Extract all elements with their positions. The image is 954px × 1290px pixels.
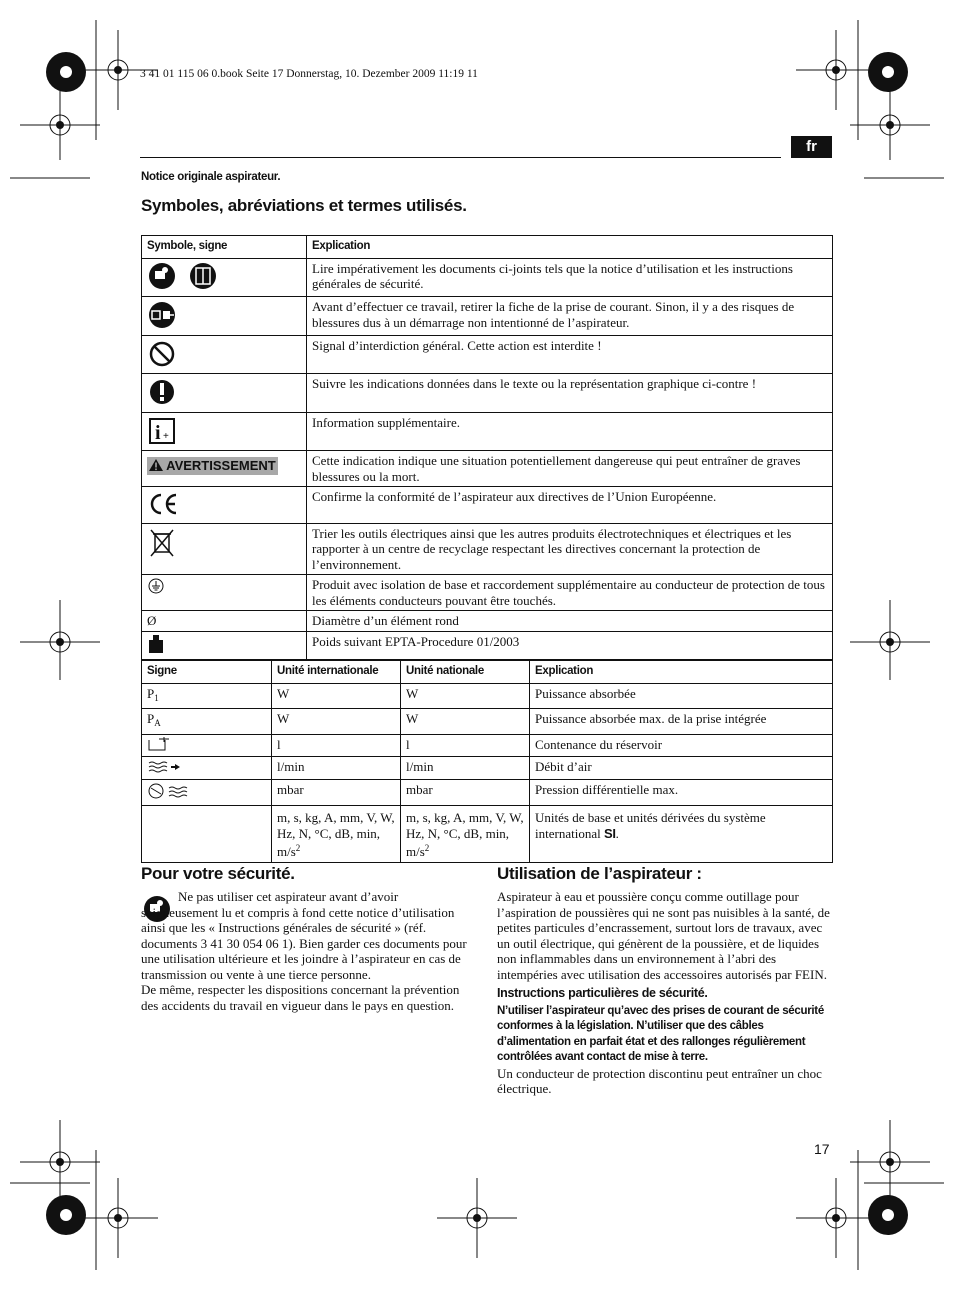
warning-triangle-icon (149, 459, 163, 471)
table-row (142, 451, 833, 487)
symbol-cell (142, 575, 307, 611)
header-cell: Unité internationale (272, 661, 401, 684)
table-row (142, 523, 833, 575)
explanation-cell: Poids suivant EPTA-Procedure 01/2003 (307, 631, 833, 660)
intl-unit-cell: mbar (272, 779, 401, 806)
table-row (142, 611, 833, 632)
info-icon (147, 415, 177, 445)
explanation-end: . (615, 825, 619, 841)
safety-paragraph-1: Ne pas utiliser cet aspirateur avant d’avoir soigneusement lu et compris à fond cette notice d’utilisation ainsi que les « Instructions générales de sécurité » (réf. documents 3 41 30 054 06 1). Bien garder ces documents pour une utilisation ultérieure et les joindre à l’aspirateur en cas de transmission ou vente à une tierce personne. (141, 889, 467, 982)
usage-subtitle: Instructions particulières de sécurité. (497, 986, 708, 1000)
natl-unit-cell: W (401, 709, 530, 735)
explanation-cell: Produit avec isolation de base et raccordement supplémentaire au conducteur de protection de tous les éléments conducteurs pouvant être touchés. (307, 575, 833, 611)
explanation-cell: Débit d’air (530, 757, 833, 780)
sign-subscript: A (154, 718, 161, 728)
explanation-cell: Confirme la conformité de l’aspirateur aux directives de l’Union Européenne. (307, 487, 833, 524)
natl-unit-cell: l/min (401, 757, 530, 780)
warning-label-text: AVERTISSEMENT (166, 458, 276, 473)
explanation-cell: Information supplémentaire. (307, 412, 833, 451)
sign-cell (142, 734, 272, 757)
superscript: 2 (424, 843, 430, 853)
table-row (142, 757, 833, 780)
table-header-row (142, 661, 833, 684)
table-row (142, 631, 833, 660)
symbol-cell (142, 297, 307, 336)
table-row (142, 335, 833, 374)
intl-unit-cell (272, 806, 401, 863)
intl-units-text: m, s, kg, A, mm, V, W, Hz, N, °C, dB, min, m/s (277, 810, 395, 859)
natl-unit-cell (401, 806, 530, 863)
sign-cell (142, 806, 272, 863)
sign-subscript: 1 (154, 692, 159, 703)
explanation-cell: Diamètre d’un élément rond (307, 611, 833, 632)
intl-unit-cell: l (272, 734, 401, 757)
symbol-cell (142, 451, 307, 487)
usage-paragraph-1: Aspirateur à eau et poussière conçu comme outillage pour l’aspiration de poussières qui ne sont pas nuisibles à la santé, de petites particules d’encrassement, surtout lors de travaux, avec un outil électrique, qui génèrent de la poussière, et de liquides non inflammables dans un environnement à l’abri des intempéries avec utilisation des accessoires autorisés par FEIN. (497, 889, 830, 982)
table-row (142, 806, 833, 863)
exclamation-icon (147, 376, 177, 406)
svg-text:i: i (155, 421, 161, 444)
symbol-cell: Ø (142, 611, 307, 632)
usage-text (497, 889, 831, 1097)
section-title-usage: Utilisation de l’aspirateur : (497, 864, 702, 883)
explanation-cell: Cette indication indique une situation potentiellement dangereuse qui peut entraîner de graves blessures ou la mort. (307, 451, 833, 487)
header-rule (140, 157, 781, 158)
notice-title: Notice originale aspirateur. (141, 171, 281, 183)
table-row (142, 709, 833, 735)
page-number: 17 (814, 1141, 830, 1157)
prohibition-icon (147, 338, 177, 368)
safety-paragraph-2: De même, respecter les dispositions concernant la prévention des accidents du travail en vigueur dans le pays en question. (141, 982, 460, 1013)
table-row (142, 374, 833, 413)
table-row (142, 779, 833, 806)
header-cell: Symbole, signe (142, 236, 307, 259)
safety-text (141, 889, 475, 1013)
explanation-cell: Suivre les indications données dans le texte ou la représentation graphique ci-contre ! (307, 374, 833, 413)
units-table (141, 660, 833, 863)
book-icon (190, 263, 216, 289)
sign-text: P (147, 685, 155, 701)
table-row (142, 412, 833, 451)
read-manual-icon (147, 261, 217, 291)
tank-icon (147, 737, 171, 751)
explanation-cell (530, 806, 833, 863)
header-cell: Unité nationale (401, 661, 530, 684)
sign-cell (142, 709, 272, 735)
natl-unit-cell: mbar (401, 779, 530, 806)
explanation-cell: Lire impérativement les documents ci-joints tels que la notice d’utilisation et les instructions générales de sécurité. (307, 258, 833, 297)
symbol-cell (142, 487, 307, 524)
pressure-icon (147, 782, 195, 800)
natl-unit-cell: W (401, 683, 530, 709)
svg-text:+: + (163, 430, 169, 442)
explanation-cell: Puissance absorbée max. de la prise intégrée (530, 709, 833, 735)
symbol-cell (142, 335, 307, 374)
language-tab: fr (791, 136, 832, 158)
natl-units-text: m, s, kg, A, mm, V, W, Hz, N, °C, dB, min, m/s (406, 810, 524, 859)
explanation-cell: Avant d’effectuer ce travail, retirer la fiche de la prise de courant. Sinon, il y a des risques de blessures dus à un démarrage non intentionné de l’aspirateur. (307, 297, 833, 336)
unplug-icon (147, 299, 177, 329)
weight-icon (147, 634, 165, 654)
header-cell: Signe (142, 661, 272, 684)
table-row (142, 297, 833, 336)
sign-cell (142, 683, 272, 709)
section-title-safety: Pour votre sécurité. (141, 864, 295, 883)
explanation-cell: Contenance du réservoir (530, 734, 833, 757)
symbols-table (141, 235, 833, 660)
table-row (142, 734, 833, 757)
explanation-cell: Pression différentielle max. (530, 779, 833, 806)
header-cell: Explication (530, 661, 833, 684)
sign-cell (142, 757, 272, 780)
symbol-cell (142, 523, 307, 575)
table-row (142, 683, 833, 709)
intl-unit-cell: W (272, 709, 401, 735)
usage-bold-paragraph: N’utiliser l’aspirateur qu’avec des prises de courant de sécurité conformes à la législation. N’utiliser que des câbles d’alimentation en parfait état et des rallonges régulièrement contrôlées avant contact de mise à terre. (497, 1004, 824, 1063)
symbol-cell (142, 631, 307, 660)
sign-cell (142, 779, 272, 806)
symbol-cell (142, 258, 307, 297)
ce-mark-icon (147, 489, 179, 517)
explanation-cell: Trier les outils électriques ainsi que les autres produits électrotechniques et électriques et les rapporter à un centre de recyclage respectant les directives concernant la protection de l’environnement. (307, 523, 833, 575)
superscript: 2 (295, 843, 301, 853)
natl-unit-cell: l (401, 734, 530, 757)
explanation-text: Unités de base et unités dérivées du système international (535, 810, 766, 841)
book-header: 3 41 01 115 06 0.book Seite 17 Donnerstag, 10. Dezember 2009 11:19 11 (140, 68, 478, 80)
table-header-row (142, 236, 833, 259)
table-row (142, 487, 833, 524)
intl-unit-cell: l/min (272, 757, 401, 780)
section-title-symbols: Symboles, abréviations et termes utilisés. (141, 196, 467, 215)
table-row (142, 258, 833, 297)
symbol-cell (142, 412, 307, 451)
warning-label (147, 457, 278, 475)
table-row (142, 575, 833, 611)
ground-icon (147, 577, 165, 595)
airflow-icon (147, 759, 187, 773)
usage-paragraph-2: Un conducteur de protection discontinu peut entraîner un choc électrique. (497, 1065, 822, 1096)
explanation-cell: Signal d’interdiction général. Cette action est interdite ! (307, 335, 833, 374)
symbol-cell (142, 374, 307, 413)
explanation-cell: Puissance absorbée (530, 683, 833, 709)
intl-unit-cell: W (272, 683, 401, 709)
sign-text: P (147, 711, 155, 726)
weee-bin-icon (147, 526, 177, 558)
header-cell: Explication (307, 236, 833, 259)
si-abbrev: SI (603, 825, 616, 841)
